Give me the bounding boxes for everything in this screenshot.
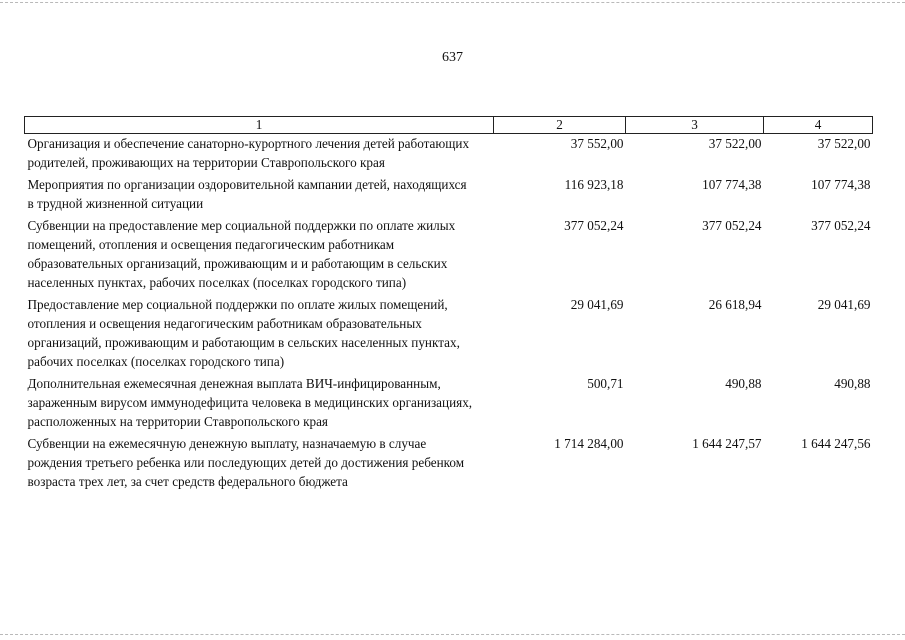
budget-table xyxy=(24,116,873,494)
row-value-col4: 1 644 247,56 xyxy=(801,436,871,451)
table-row xyxy=(25,134,873,176)
row-value-col4: 377 052,24 xyxy=(811,218,871,233)
row-value-col2: 377 052,24 xyxy=(564,218,624,233)
row-value-col3: 26 618,94 xyxy=(708,297,762,312)
row-value-col3: 37 522,00 xyxy=(708,136,762,151)
scan-edge-top xyxy=(0,2,905,3)
row-value-col2: 500,71 xyxy=(587,376,624,391)
row-name: Субвенции на предоставление мер социальной поддержки по оплате жилых помещений, отопления и освещения педагогическим работникам образовательных организаций, проживающим и и работающим в сельских населенных пунктах, рабочих поселках (поселках городского типа) xyxy=(27,218,456,290)
table-row xyxy=(25,216,873,295)
row-name: Субвенции на ежемесячную денежную выплату, назначаемую в случае рождения третьего ребенка или последующих детей до достижения ребенком возраста трех лет, за счет средств федерального бюджета xyxy=(27,436,465,489)
row-value-col4: 37 522,00 xyxy=(817,136,871,151)
table-row xyxy=(25,295,873,374)
row-name: Предоставление мер социальной поддержки по оплате жилых помещений, отопления и освещения недагогическим работникам образовательных организаций, проживающим и работающим в сельских населенных пунктах, рабочих поселках (поселках городского типа) xyxy=(27,297,460,369)
row-value-col2: 29 041,69 xyxy=(570,297,624,312)
row-name: Мероприятия по организации оздоровительной кампании детей, находящихся в трудной жизненной ситуации xyxy=(27,177,467,211)
row-value-col4: 29 041,69 xyxy=(817,297,871,312)
table-row xyxy=(25,175,873,216)
column-header-4: 4 xyxy=(764,117,873,134)
row-name: Организация и обеспечение санаторно-курортного лечения детей работающих родителей, проживающих на территории Ставропольского края xyxy=(27,136,470,170)
row-value-col3: 490,88 xyxy=(725,376,762,391)
table-header-row xyxy=(25,117,873,134)
row-value-col2: 37 552,00 xyxy=(570,136,624,151)
row-value-col3: 1 644 247,57 xyxy=(692,436,762,451)
row-name: Дополнительная ежемесячная денежная выплата ВИЧ-инфицированным, зараженным вирусом иммунодефицита человека в медицинских организациях, расположенных на территории Ставропольского края xyxy=(27,376,473,429)
column-header-3: 3 xyxy=(626,117,764,134)
table-row xyxy=(25,434,873,494)
row-value-col2: 1 714 284,00 xyxy=(554,436,624,451)
row-value-col2: 116 923,18 xyxy=(564,177,624,192)
row-value-col4: 490,88 xyxy=(834,376,871,391)
row-value-col3: 107 774,38 xyxy=(702,177,762,192)
column-header-2: 2 xyxy=(494,117,626,134)
row-value-col4: 107 774,38 xyxy=(811,177,871,192)
row-value-col3: 377 052,24 xyxy=(702,218,762,233)
scan-edge-bottom xyxy=(0,634,905,635)
page-number: 637 xyxy=(442,50,463,65)
column-header-1: 1 xyxy=(25,117,494,134)
table-row xyxy=(25,374,873,434)
